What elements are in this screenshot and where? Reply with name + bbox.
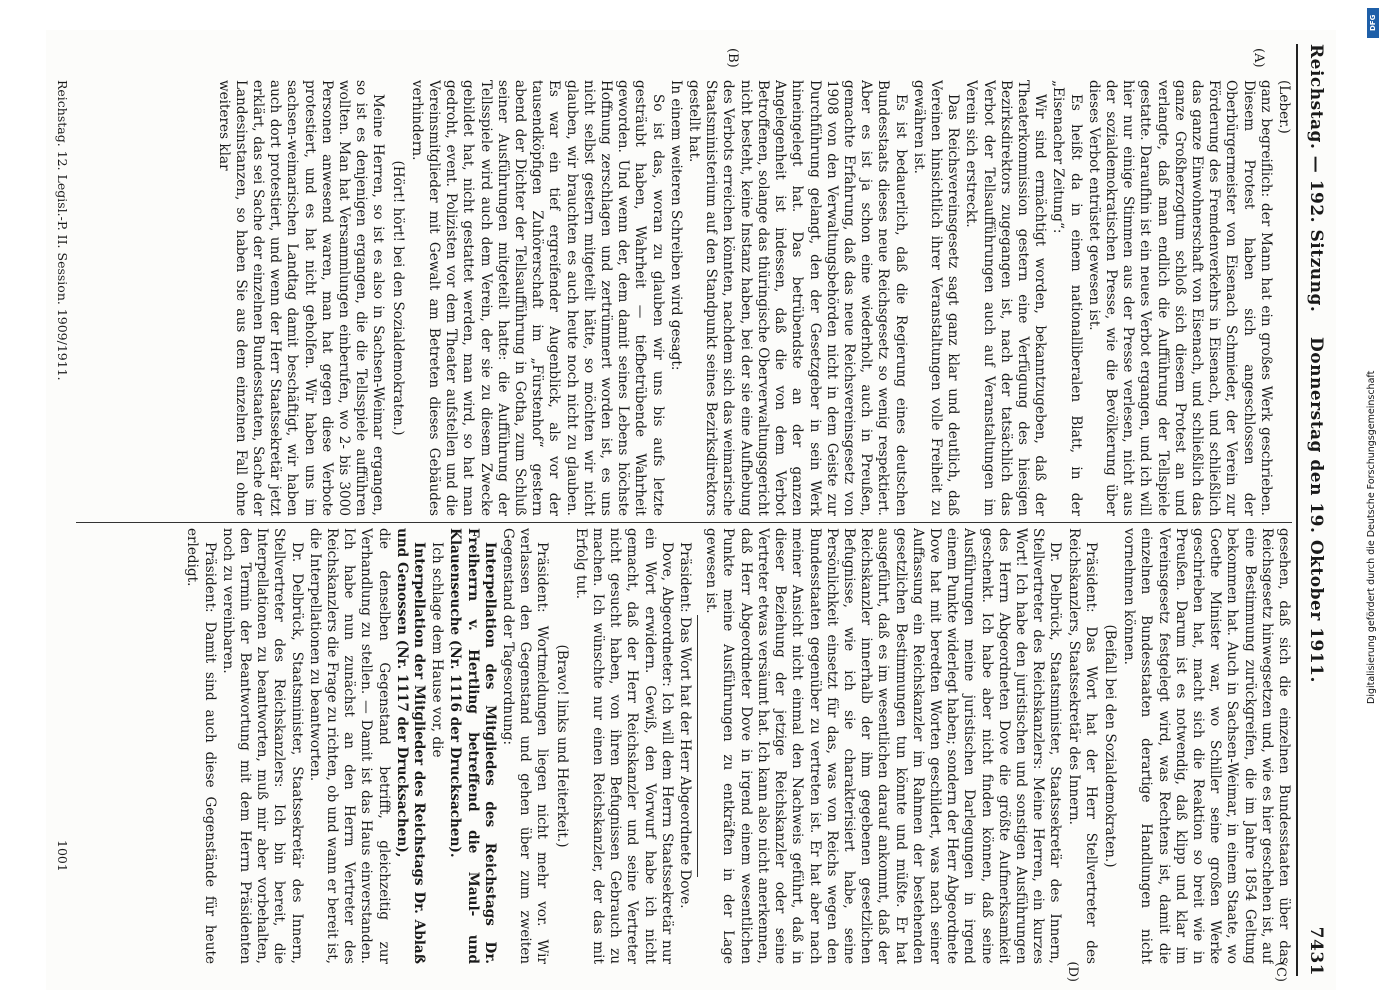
speech-delbrueck: Dr. Delbrück, Staatsminister, Staatssekretär des Innern, Stellvertreter des Reichskanzlers: Ich bin bereit, die Interpellationen zu beantworten, muß mir aber vorbehalten, den Termin der Beantwortung mit dem Herrn Präsidenten noch zu vereinbaren. (219, 528, 305, 964)
margin-marker-a: (A) (1251, 48, 1266, 68)
agenda-item: Interpellation der Mitglieder des Reichstags Dr. Ablaß und Genossen (Nr. 1117 der Drucksachen), (393, 528, 428, 964)
paragraph: ganz begreiflich: der Mann hat ein großes Werk geschrieben. Diesem Protest haben sich angeschlossen der Oberbürgermeister von Eisenach Schmieder, der Verein zur Förderung des Fremdenverkehrs in Eisenach, und schließlich das ganze Einwohnerschaft von Eisenach, und schließlich das ganze Großherzogtum schloß sich diesem Protest an und verlangte, daß man endlich die Aufführung der Tellspiele gestatte. Daraufhin ist ein neues Verbot ergangen, und ich will hier nur einige Stimmen aus der Presse verlesen, nicht aus der sozialdemokratischen Presse, wie die Bevölkerung über dieses Verbot entrüstet gewesen ist. (1085, 80, 1274, 516)
left-column (76, 80, 1292, 516)
footer-session: Reichstag. 12. Legisl.-P. II. Session. 1909/1911. (55, 80, 70, 381)
speech-delbrueck: Dr. Delbrück, Staatsminister, Staatssekretär des Innern, Stellvertreter des Reichskanzlers: Meine Herren, ein kurzes Wort! Ich habe den juristischen und sonstigen Ausführungen des Herrn Abgeordneten Dove die größte Aufmerksamkeit geschenkt. Ich habe aber nicht finden können, daß seine Ausführungen meine juristischen Darlegungen in irgend einem Punkte widerlegt haben; sondern der Herr Abgeordnete Dove hat mit beredten Worten geschildert, was nach seiner Auffassung ein Reichskanzler im Rahmen der bestehenden gesetzlichen Bestimmungen tun könnte und müßte. Er hat ausgeführt, daß es im wesentlichen darauf ankommt, daß der Reichskanzler innerhalb der ihm gegebenen gesetzlichen Befugnisse, wie ich sie charakterisiert habe, seine Persönlichkeit einsetzt für das, was von Reichs wegen den Bundesstaaten gegenüber zu vertreten ist. Er hat aber nach meiner Ansicht nicht einmal den Nachweis geführt, daß in dieser Beziehung der jetzige Reichskanzler oder seine Vertreter etwas versäumt hat. Ich kann also nicht anerkennen, daß Herr Abgeordneter Dove in irgend einem wesentlichen Punkte meine Ausführungen zu entkräften in der Lage gewesen ist. (703, 528, 1064, 964)
digitization-note: Digitalisierung gefördert durch die Deutsche Forschungsgemeinschaft (1366, 370, 1377, 704)
margin-marker-c: (C) (1273, 961, 1288, 982)
margin-marker-b: (B) (725, 48, 740, 68)
column-divider (76, 522, 1292, 523)
paragraph: Meine Herren, so ist es also in Sachsen-Weimar ergangen, so ist es denjenigen ergangen, die die Tellsspiele aufführen wollten. Man hat Versammlungen einberufen, wo 2- bis 3000 Personen anwesend waren, man hat gegen diese Verbote protestiert, und es hat nicht geholfen. Wir haben uns im sachsen-weimarischen Landtag damit beschäftigt, wir haben auch dort protestiert, und wenn der Herr Staatssekretär jetzt erklärt, das sei Sache der einzelnen Bundesstaaten, Sache der Landesinstanzen, so haben Sie aus dem einzelnen Fall ohne weiteres klar (215, 80, 387, 516)
interjection: (Beifall bei den Sozialdemokraten.) (1101, 624, 1118, 868)
footer-number: 1001 (55, 840, 70, 872)
header-left: Reichstag. — 192. Sitzung. (1306, 44, 1326, 313)
quote-paragraph: Wir sind ermächtigt worden, bekanntzugeben, daß der Theaterkommission gestern eine Verfügung des hiesigen Bezirksdirektors zugegangen ist, nach der tatsächlich das Verbot der Tellsaufführungen auch auf Veranstaltungen im Verein sich erstreckt. (963, 80, 1049, 516)
header-date: Donnerstag den 19. Oktober 1911. (1306, 337, 1326, 683)
margin-marker-d: (D) (1065, 961, 1080, 982)
scanned-page (46, 30, 1336, 990)
president-statement: Präsident: Damit sind auch diese Gegenstände für heute erledigt. (184, 528, 218, 964)
speech-dove: Dove, Abgeordneter: Ich will dem Herrn Staatssekretär nur ein Wort erwidern. Gewiß, den Vorwurf habe ich nicht gemacht, daß der Herr Reichskanzler und seine Vertreter nicht gesucht haben, von ihren Befugnissen Gebrauch zu machen. Ich wünschte nur einen Reichskanzler, der das mit Erfolg tut. (572, 528, 675, 964)
quote-paragraph: So ist das, woran zu glauben wir uns bis aufs letzte gesträubt haben, Wahrheit — tiefbetrübende Wahrheit geworden. Und wenn der, dem damit seines Lebens höchste Hoffnung zerschlagen und zertrümmert worden ist, es uns nicht selbst gestern mitgeteilt hätte, so möchten wir nicht glauben, wir brauchten es auch heute noch nicht zu glauben. Es war ein tief ergreifender Augenblick, als vor der tausendköpfigen Zuhörerschaft im „Fürstenhof“ gestern abend der Dichter der Tellsaufführung in Gotha, zum Schluß seiner Ausführungen mitgeteilt hatte: die Aufführung der Tellsspiele wird auch dem Verein, der sie zu diesem Zwecke gebildet hat, nicht gestattet werden, man wird, so hat man gedroht, event. Polizisten vor dem Theater aufstellen und die Vereinsmitglieder mit Gewalt am Betreten dieses Gebäudes verhindern. (408, 80, 666, 516)
dfg-logo: DFG (1367, 8, 1379, 38)
page-number: 7431 (1306, 926, 1326, 976)
paragraph: Es heißt da in einem nationalliberalen Blatt, in der „Eisenacher Zeitung“: (1050, 80, 1084, 516)
agenda-item: Interpellation des Mitgliedes des Reichstags Dr. Freiherrn v. Hertling betreffend die Maul- und Klauenseuche (Nr. 1116 der Drucksachen). (447, 528, 498, 964)
paragraph: gesehen, daß sich die einzelnen Bundesstaaten über das Reichsgesetz hinwegsetzen und, wie es hier geschehen ist, auf eine Bestimmung zurückgreifen, die im Jahre 1854 Geltung bekommen hat. Auch in Sachsen-Weimar, in einem Staate, wo Goethe Minister war, wo Schiller seine großen Werke geschrieben hat, macht sich die Reaktion so breit wie in Preußen. Darum ist es notwendig, daß klipp und klar im Vereinsgesetz festgelegt wird, was Rechtens ist, damit die einzelnen Bundesstaaten derartige Handlungen nicht vornehmen können. (1121, 528, 1292, 964)
speaker-note: (Leber.) (1276, 80, 1292, 134)
paragraph: In einem weiteren Schreiben wird gesagt: (667, 80, 684, 371)
page-footer (50, 80, 72, 976)
page-header (1296, 44, 1330, 976)
interjection: (Bravo! links und Heiterkeit.) (553, 644, 570, 848)
president-statement: Präsident: Das Wort hat der Herr Abgeordnete Dove. (677, 542, 694, 909)
quote-paragraph: Es ist bedauerlich, daß die Regierung eines deutschen Bundesstaats dieses neue Reichsgesetz so wenig respektiert. Aber es ist ja schon eine wiederholt, auch in Preußen, gemachte Erfahrung, daß das neue Reichsvereinsgesetz von 1908 von den Verwaltungsbehörden nicht in dem Geiste zur Durchführung gelangt, den der Gesetzgeber in sein Werk hineingelegt hat. Das betrübendste an der ganzen Angelegenheit ist indessen, daß die von dem Verbot Betroffenen, solange das thüringische Oberverwaltungsgericht nicht besteht, keine Instanz haben, bei der sie eine Aufhebung des Verbots erreichen könnten, nachdem sich das weimarische Staatsministerium auf den Standpunkt seines Bezirksdirektors gestellt hat. (686, 80, 909, 516)
president-statement: Präsident: Das Wort hat der Herr Stellvertreter des Reichskanzlers, Staatssekretär des Innern. (1065, 528, 1099, 964)
president-statement: Präsident: Wortmeldungen liegen nicht mehr vor. Wir verlassen den Gegenstand und gehen über zum zweiten Gegenstand der Tagesordnung: (500, 528, 551, 964)
paragraph: die denselben Gegenstand betrifft, gleichzeitig zur Verhandlung zu stellen. — Damit ist das Haus einverstanden. Ich habe nun zunächst an den Herrn Vertreter des Reichskanzlers die Frage zu richten, ob und wann er bereit ist, die Interpellationen zu beantworten. (306, 528, 392, 964)
paragraph: Ich schlage dem Hause vor, die (429, 542, 446, 758)
right-column (76, 528, 1292, 964)
quote-paragraph: Das Reichsvereinsgesetz sagt ganz klar und deutlich, daß Vereinen hinsichtlich ihrer Veranstaltungen volle Freiheit zu gewähren ist. (910, 80, 962, 516)
section-divider (697, 615, 698, 877)
interjection: (Hört! hört! bei den Sozialdemokraten.) (389, 160, 406, 436)
text-columns (76, 44, 1292, 982)
